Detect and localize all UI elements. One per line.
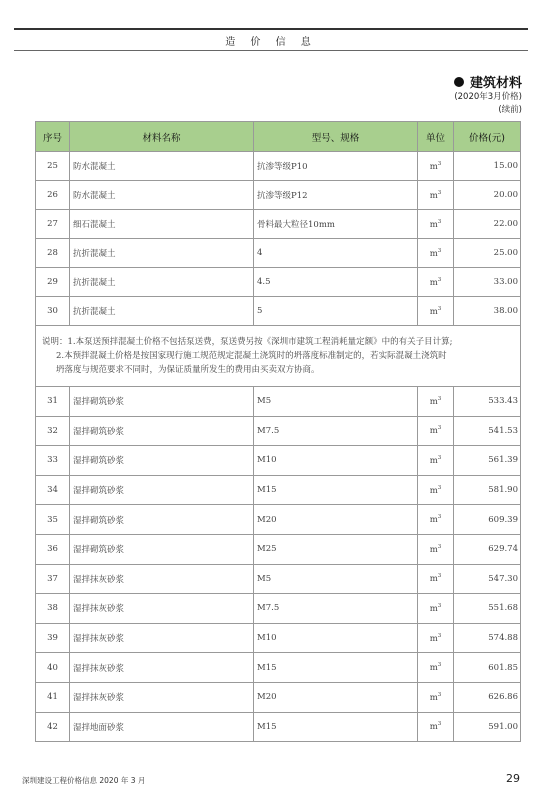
- row-spec: M5: [254, 387, 418, 417]
- unit-superscript: 3: [437, 543, 442, 550]
- unit-base: m: [429, 663, 438, 674]
- row-material-name: 湿拌抹灰砂浆: [70, 623, 254, 653]
- row-price: 15.00: [454, 152, 521, 181]
- row-unit: [418, 210, 454, 239]
- row-unit: [418, 505, 454, 535]
- table-row: [36, 210, 521, 239]
- row-material-name: 抗折混凝土: [70, 268, 254, 297]
- note-row: [36, 326, 521, 387]
- unit-base: m: [429, 515, 438, 526]
- table-body-a: [36, 152, 521, 326]
- row-no: 25: [36, 152, 70, 181]
- row-price: 574.88: [454, 623, 521, 653]
- row-price: 533.43: [454, 387, 521, 417]
- row-material-name: 湿拌砌筑砂浆: [70, 534, 254, 564]
- row-no: 31: [36, 387, 70, 417]
- section-subtitle: (2020年3月价格): [454, 92, 522, 102]
- unit-superscript: 3: [437, 573, 442, 580]
- unit-superscript: 3: [437, 603, 442, 610]
- row-price: 591.00: [454, 712, 521, 742]
- unit-superscript: 3: [437, 395, 442, 402]
- row-material-name: 抗折混凝土: [70, 239, 254, 268]
- unit-superscript: 3: [437, 247, 442, 254]
- unit-base: m: [429, 544, 438, 555]
- table-row: [36, 564, 521, 594]
- row-material-name: 湿拌砌筑砂浆: [70, 416, 254, 446]
- row-unit: [418, 712, 454, 742]
- note-line-1: 说明：1.本泵送预拌混凝土价格不包括泵送费，泵送费另按《深圳市建筑工程消耗量定额》中的有关子目计算;: [42, 337, 453, 347]
- row-material-name: 湿拌抹灰砂浆: [70, 594, 254, 624]
- row-price: 601.85: [454, 653, 521, 683]
- header-name: 材料名称: [70, 122, 254, 152]
- row-material-name: 湿拌抹灰砂浆: [70, 564, 254, 594]
- note-line-3: 坍落度与规范要求不同时，为保证质量所发生的费用由买卖双方协商。: [56, 365, 320, 375]
- row-spec: 4: [254, 239, 418, 268]
- row-spec: 抗渗等级P12: [254, 181, 418, 210]
- unit-base: m: [429, 722, 438, 733]
- table-header-row: [36, 122, 521, 152]
- note-cell: [36, 326, 521, 387]
- row-spec: M7.5: [254, 594, 418, 624]
- unit-base: m: [429, 306, 438, 317]
- row-spec: M20: [254, 682, 418, 712]
- row-no: 42: [36, 712, 70, 742]
- unit-base: m: [429, 396, 438, 407]
- row-price: 547.30: [454, 564, 521, 594]
- row-unit: [418, 239, 454, 268]
- table-row: [36, 387, 521, 417]
- page-number: 29: [506, 772, 520, 785]
- header-price: 价格(元): [454, 122, 521, 152]
- row-material-name: 湿拌砌筑砂浆: [70, 387, 254, 417]
- table-row: [36, 268, 521, 297]
- row-material-name: 湿拌抹灰砂浆: [70, 653, 254, 683]
- row-unit: [418, 152, 454, 181]
- row-unit: [418, 682, 454, 712]
- row-unit: [418, 416, 454, 446]
- row-spec: 5: [254, 297, 418, 326]
- unit-base: m: [429, 603, 438, 614]
- row-no: 37: [36, 564, 70, 594]
- unit-superscript: 3: [437, 189, 442, 196]
- row-price: 541.53: [454, 416, 521, 446]
- row-unit: [418, 475, 454, 505]
- table-body-b: [36, 387, 521, 742]
- running-header: 造 价 信 息: [225, 37, 317, 48]
- price-table: [35, 121, 521, 742]
- row-no: 39: [36, 623, 70, 653]
- row-spec: 抗渗等级P10: [254, 152, 418, 181]
- row-price: 561.39: [454, 446, 521, 476]
- row-unit: [418, 387, 454, 417]
- section-continued: (续前): [498, 105, 522, 115]
- unit-base: m: [429, 190, 438, 201]
- header-spec: 型号、规格: [254, 122, 418, 152]
- table-row: [36, 623, 521, 653]
- row-no: 29: [36, 268, 70, 297]
- table-row: [36, 505, 521, 535]
- unit-superscript: 3: [437, 691, 442, 698]
- row-no: 30: [36, 297, 70, 326]
- row-spec: M15: [254, 653, 418, 683]
- unit-superscript: 3: [437, 632, 442, 639]
- row-no: 27: [36, 210, 70, 239]
- row-material-name: 防水混凝土: [70, 152, 254, 181]
- table-row: [36, 446, 521, 476]
- top-rule: [14, 28, 528, 30]
- table-row: [36, 416, 521, 446]
- row-spec: M15: [254, 475, 418, 505]
- row-spec: M10: [254, 623, 418, 653]
- row-material-name: 湿拌地面砂浆: [70, 712, 254, 742]
- row-material-name: 湿拌砌筑砂浆: [70, 475, 254, 505]
- table-row: [36, 475, 521, 505]
- section-title-text: 建筑材料: [469, 76, 522, 91]
- row-material-name: 抗折混凝土: [70, 297, 254, 326]
- unit-base: m: [429, 277, 438, 288]
- header-unit: 单位: [418, 122, 454, 152]
- row-unit: [418, 653, 454, 683]
- row-material-name: 湿拌抹灰砂浆: [70, 682, 254, 712]
- row-no: 36: [36, 534, 70, 564]
- row-price: 33.00: [454, 268, 521, 297]
- row-no: 32: [36, 416, 70, 446]
- row-no: 35: [36, 505, 70, 535]
- table-row: [36, 712, 521, 742]
- row-no: 40: [36, 653, 70, 683]
- header-no: 序号: [36, 122, 70, 152]
- section-title: [454, 72, 522, 91]
- row-no: 33: [36, 446, 70, 476]
- table-row: [36, 152, 521, 181]
- unit-superscript: 3: [437, 305, 442, 312]
- table-row: [36, 297, 521, 326]
- unit-base: m: [429, 633, 438, 644]
- row-material-name: 防水混凝土: [70, 181, 254, 210]
- unit-base: m: [429, 426, 438, 437]
- row-material-name: 湿拌砌筑砂浆: [70, 505, 254, 535]
- unit-superscript: 3: [437, 662, 442, 669]
- table-row: [36, 534, 521, 564]
- unit-base: m: [429, 574, 438, 585]
- unit-base: m: [429, 161, 438, 172]
- unit-superscript: 3: [437, 484, 442, 491]
- unit-superscript: 3: [437, 160, 442, 167]
- row-material-name: 细石混凝土: [70, 210, 254, 239]
- row-unit: [418, 564, 454, 594]
- unit-superscript: 3: [437, 514, 442, 521]
- table-row: [36, 181, 521, 210]
- row-price: 629.74: [454, 534, 521, 564]
- row-unit: [418, 268, 454, 297]
- row-no: 28: [36, 239, 70, 268]
- note-line-2: 2.本预拌混凝土价格是按国家现行施工规范规定混凝土浇筑时的坍落度标准制定的，若实际混凝土浇筑时: [56, 351, 447, 361]
- unit-superscript: 3: [437, 721, 442, 728]
- row-no: 41: [36, 682, 70, 712]
- unit-superscript: 3: [437, 276, 442, 283]
- row-unit: [418, 297, 454, 326]
- row-no: 38: [36, 594, 70, 624]
- row-price: 22.00: [454, 210, 521, 239]
- row-unit: [418, 534, 454, 564]
- row-unit: [418, 181, 454, 210]
- row-unit: [418, 623, 454, 653]
- row-no: 26: [36, 181, 70, 210]
- row-price: 20.00: [454, 181, 521, 210]
- unit-superscript: 3: [437, 218, 442, 225]
- table-row: [36, 594, 521, 624]
- unit-base: m: [429, 692, 438, 703]
- row-price: 581.90: [454, 475, 521, 505]
- row-unit: [418, 446, 454, 476]
- row-spec: M25: [254, 534, 418, 564]
- row-price: 609.39: [454, 505, 521, 535]
- row-spec: M15: [254, 712, 418, 742]
- unit-base: m: [429, 219, 438, 230]
- table-row: [36, 239, 521, 268]
- unit-base: m: [429, 455, 438, 466]
- footer-publication: 深圳建设工程价格信息 2020 年 3 月: [22, 776, 146, 785]
- row-price: 551.68: [454, 594, 521, 624]
- table-row: [36, 653, 521, 683]
- header-rule: [14, 50, 528, 51]
- row-spec: M5: [254, 564, 418, 594]
- row-price: 25.00: [454, 239, 521, 268]
- row-material-name: 湿拌砌筑砂浆: [70, 446, 254, 476]
- row-spec: M10: [254, 446, 418, 476]
- unit-superscript: 3: [437, 425, 442, 432]
- row-price: 626.86: [454, 682, 521, 712]
- bullet-icon: [454, 77, 464, 87]
- row-spec: M20: [254, 505, 418, 535]
- row-spec: M7.5: [254, 416, 418, 446]
- row-price: 38.00: [454, 297, 521, 326]
- table-row: [36, 682, 521, 712]
- row-spec: 4.5: [254, 268, 418, 297]
- unit-superscript: 3: [437, 455, 442, 462]
- row-spec: 骨料最大粒径10mm: [254, 210, 418, 239]
- row-unit: [418, 594, 454, 624]
- unit-base: m: [429, 248, 438, 259]
- unit-base: m: [429, 485, 438, 496]
- row-no: 34: [36, 475, 70, 505]
